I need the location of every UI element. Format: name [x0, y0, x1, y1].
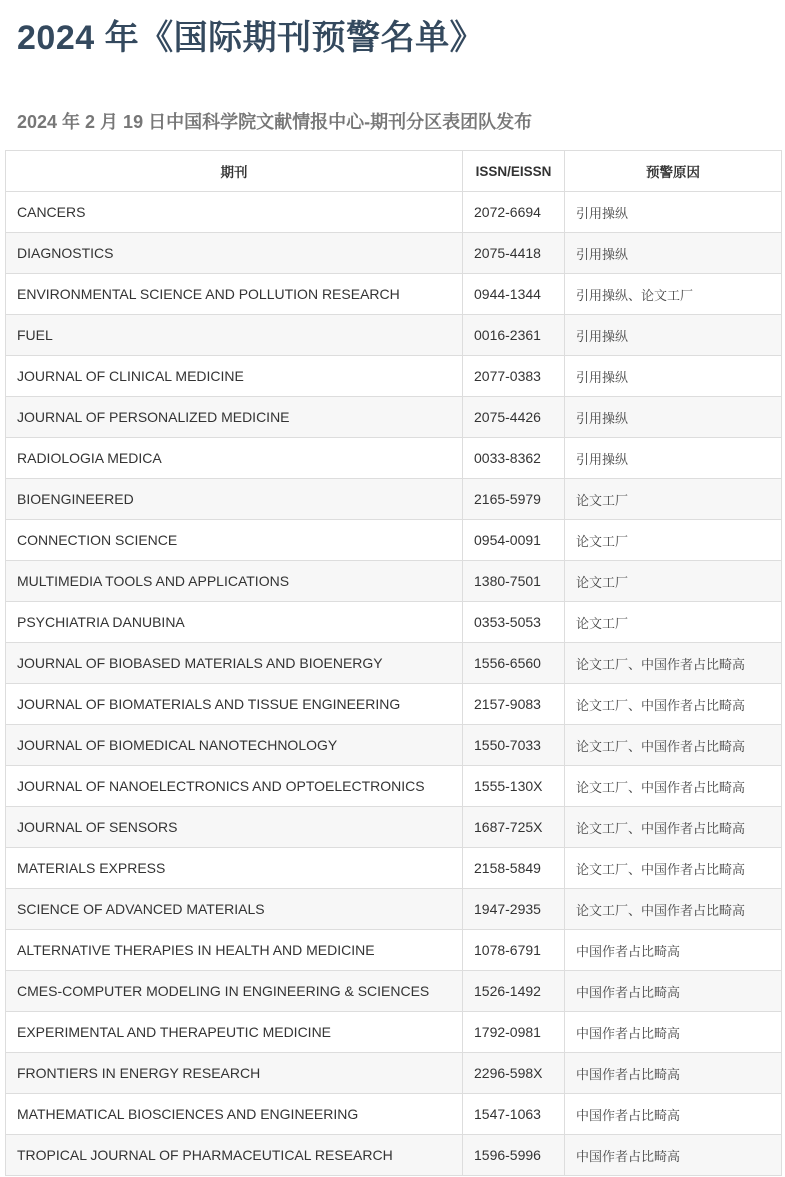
- table-row: [6, 1135, 782, 1176]
- journal-name-cell: CONNECTION SCIENCE: [6, 520, 463, 561]
- table-row: [6, 1053, 782, 1094]
- warning-reason-cell: 论文工厂、中国作者占比畸高: [565, 684, 782, 725]
- warning-reason-cell: 中国作者占比畸高: [565, 1012, 782, 1053]
- journal-name-cell: JOURNAL OF CLINICAL MEDICINE: [6, 356, 463, 397]
- issn-cell: 2075-4418: [463, 233, 565, 274]
- journal-name-cell: JOURNAL OF BIOMEDICAL NANOTECHNOLOGY: [6, 725, 463, 766]
- table-row: [6, 889, 782, 930]
- issn-cell: 1526-1492: [463, 971, 565, 1012]
- warning-reason-cell: 论文工厂、中国作者占比畸高: [565, 848, 782, 889]
- table-row: [6, 1012, 782, 1053]
- table-row: [6, 643, 782, 684]
- table-row: [6, 356, 782, 397]
- page-title: 2024 年《国际期刊预警名单》: [17, 19, 485, 57]
- table-row: [6, 438, 782, 479]
- table-header-row: [6, 151, 782, 192]
- warning-reason-cell: 论文工厂: [565, 561, 782, 602]
- column-header-journal: 期刊: [6, 151, 463, 192]
- column-header-issn: ISSN/EISSN: [463, 151, 565, 192]
- journal-name-cell: EXPERIMENTAL AND THERAPEUTIC MEDICINE: [6, 1012, 463, 1053]
- table-row: [6, 766, 782, 807]
- issn-cell: 2158-5849: [463, 848, 565, 889]
- issn-cell: 2077-0383: [463, 356, 565, 397]
- issn-cell: 0016-2361: [463, 315, 565, 356]
- journal-name-cell: MULTIMEDIA TOOLS AND APPLICATIONS: [6, 561, 463, 602]
- journal-name-cell: JOURNAL OF BIOMATERIALS AND TISSUE ENGINEERING: [6, 684, 463, 725]
- journal-name-cell: MATHEMATICAL BIOSCIENCES AND ENGINEERING: [6, 1094, 463, 1135]
- journal-name-cell: JOURNAL OF PERSONALIZED MEDICINE: [6, 397, 463, 438]
- warning-reason-cell: 论文工厂: [565, 602, 782, 643]
- warning-reason-cell: 引用操纵、论文工厂: [565, 274, 782, 315]
- table-row: [6, 930, 782, 971]
- table-row: [6, 971, 782, 1012]
- warning-reason-cell: 论文工厂、中国作者占比畸高: [565, 643, 782, 684]
- journal-name-cell: TROPICAL JOURNAL OF PHARMACEUTICAL RESEARCH: [6, 1135, 463, 1176]
- journal-name-cell: JOURNAL OF BIOBASED MATERIALS AND BIOENERGY: [6, 643, 463, 684]
- table-row: [6, 1094, 782, 1135]
- journal-name-cell: RADIOLOGIA MEDICA: [6, 438, 463, 479]
- warning-reason-cell: 论文工厂、中国作者占比畸高: [565, 725, 782, 766]
- table-row: [6, 725, 782, 766]
- table-row: [6, 479, 782, 520]
- issn-cell: 1547-1063: [463, 1094, 565, 1135]
- page-subtitle: 2024 年 2 月 19 日中国科学院文献情报中心-期刊分区表团队发布: [17, 112, 533, 132]
- column-header-reason: 预警原因: [565, 151, 782, 192]
- warning-reason-cell: 中国作者占比畸高: [565, 1053, 782, 1094]
- journal-name-cell: PSYCHIATRIA DANUBINA: [6, 602, 463, 643]
- table-row: [6, 233, 782, 274]
- issn-cell: 1556-6560: [463, 643, 565, 684]
- warning-reason-cell: 引用操纵: [565, 192, 782, 233]
- issn-cell: 2157-9083: [463, 684, 565, 725]
- table-row: [6, 315, 782, 356]
- issn-cell: 1550-7033: [463, 725, 565, 766]
- issn-cell: 1596-5996: [463, 1135, 565, 1176]
- table-row: [6, 561, 782, 602]
- table-row: [6, 602, 782, 643]
- warning-reason-cell: 引用操纵: [565, 233, 782, 274]
- issn-cell: 2165-5979: [463, 479, 565, 520]
- issn-cell: 1555-130X: [463, 766, 565, 807]
- issn-cell: 2072-6694: [463, 192, 565, 233]
- issn-cell: 0353-5053: [463, 602, 565, 643]
- issn-cell: 1380-7501: [463, 561, 565, 602]
- warning-reason-cell: 引用操纵: [565, 315, 782, 356]
- table-row: [6, 397, 782, 438]
- issn-cell: 1078-6791: [463, 930, 565, 971]
- warning-reason-cell: 论文工厂: [565, 479, 782, 520]
- journal-name-cell: CANCERS: [6, 192, 463, 233]
- warning-reason-cell: 论文工厂、中国作者占比畸高: [565, 766, 782, 807]
- issn-cell: 0954-0091: [463, 520, 565, 561]
- warning-reason-cell: 中国作者占比畸高: [565, 1135, 782, 1176]
- journal-name-cell: JOURNAL OF NANOELECTRONICS AND OPTOELECTRONICS: [6, 766, 463, 807]
- journal-name-cell: MATERIALS EXPRESS: [6, 848, 463, 889]
- journal-name-cell: FRONTIERS IN ENERGY RESEARCH: [6, 1053, 463, 1094]
- warning-reason-cell: 论文工厂: [565, 520, 782, 561]
- issn-cell: 1687-725X: [463, 807, 565, 848]
- journal-warning-table: [5, 150, 782, 1176]
- warning-reason-cell: 中国作者占比畸高: [565, 930, 782, 971]
- journal-name-cell: FUEL: [6, 315, 463, 356]
- table-row: [6, 684, 782, 725]
- table-body: [6, 192, 782, 1176]
- warning-reason-cell: 论文工厂、中国作者占比畸高: [565, 807, 782, 848]
- table-row: [6, 848, 782, 889]
- journal-name-cell: JOURNAL OF SENSORS: [6, 807, 463, 848]
- journal-name-cell: DIAGNOSTICS: [6, 233, 463, 274]
- table-row: [6, 807, 782, 848]
- warning-reason-cell: 引用操纵: [565, 397, 782, 438]
- table-row: [6, 274, 782, 315]
- journal-name-cell: ENVIRONMENTAL SCIENCE AND POLLUTION RESEARCH: [6, 274, 463, 315]
- issn-cell: 2296-598X: [463, 1053, 565, 1094]
- issn-cell: 2075-4426: [463, 397, 565, 438]
- issn-cell: 1792-0981: [463, 1012, 565, 1053]
- journal-name-cell: CMES-COMPUTER MODELING IN ENGINEERING & SCIENCES: [6, 971, 463, 1012]
- journal-name-cell: SCIENCE OF ADVANCED MATERIALS: [6, 889, 463, 930]
- warning-reason-cell: 中国作者占比畸高: [565, 971, 782, 1012]
- warning-reason-cell: 引用操纵: [565, 356, 782, 397]
- journal-name-cell: ALTERNATIVE THERAPIES IN HEALTH AND MEDICINE: [6, 930, 463, 971]
- warning-reason-cell: 引用操纵: [565, 438, 782, 479]
- issn-cell: 0033-8362: [463, 438, 565, 479]
- issn-cell: 0944-1344: [463, 274, 565, 315]
- warning-reason-cell: 论文工厂、中国作者占比畸高: [565, 889, 782, 930]
- warning-reason-cell: 中国作者占比畸高: [565, 1094, 782, 1135]
- journal-name-cell: BIOENGINEERED: [6, 479, 463, 520]
- table-row: [6, 192, 782, 233]
- table-row: [6, 520, 782, 561]
- issn-cell: 1947-2935: [463, 889, 565, 930]
